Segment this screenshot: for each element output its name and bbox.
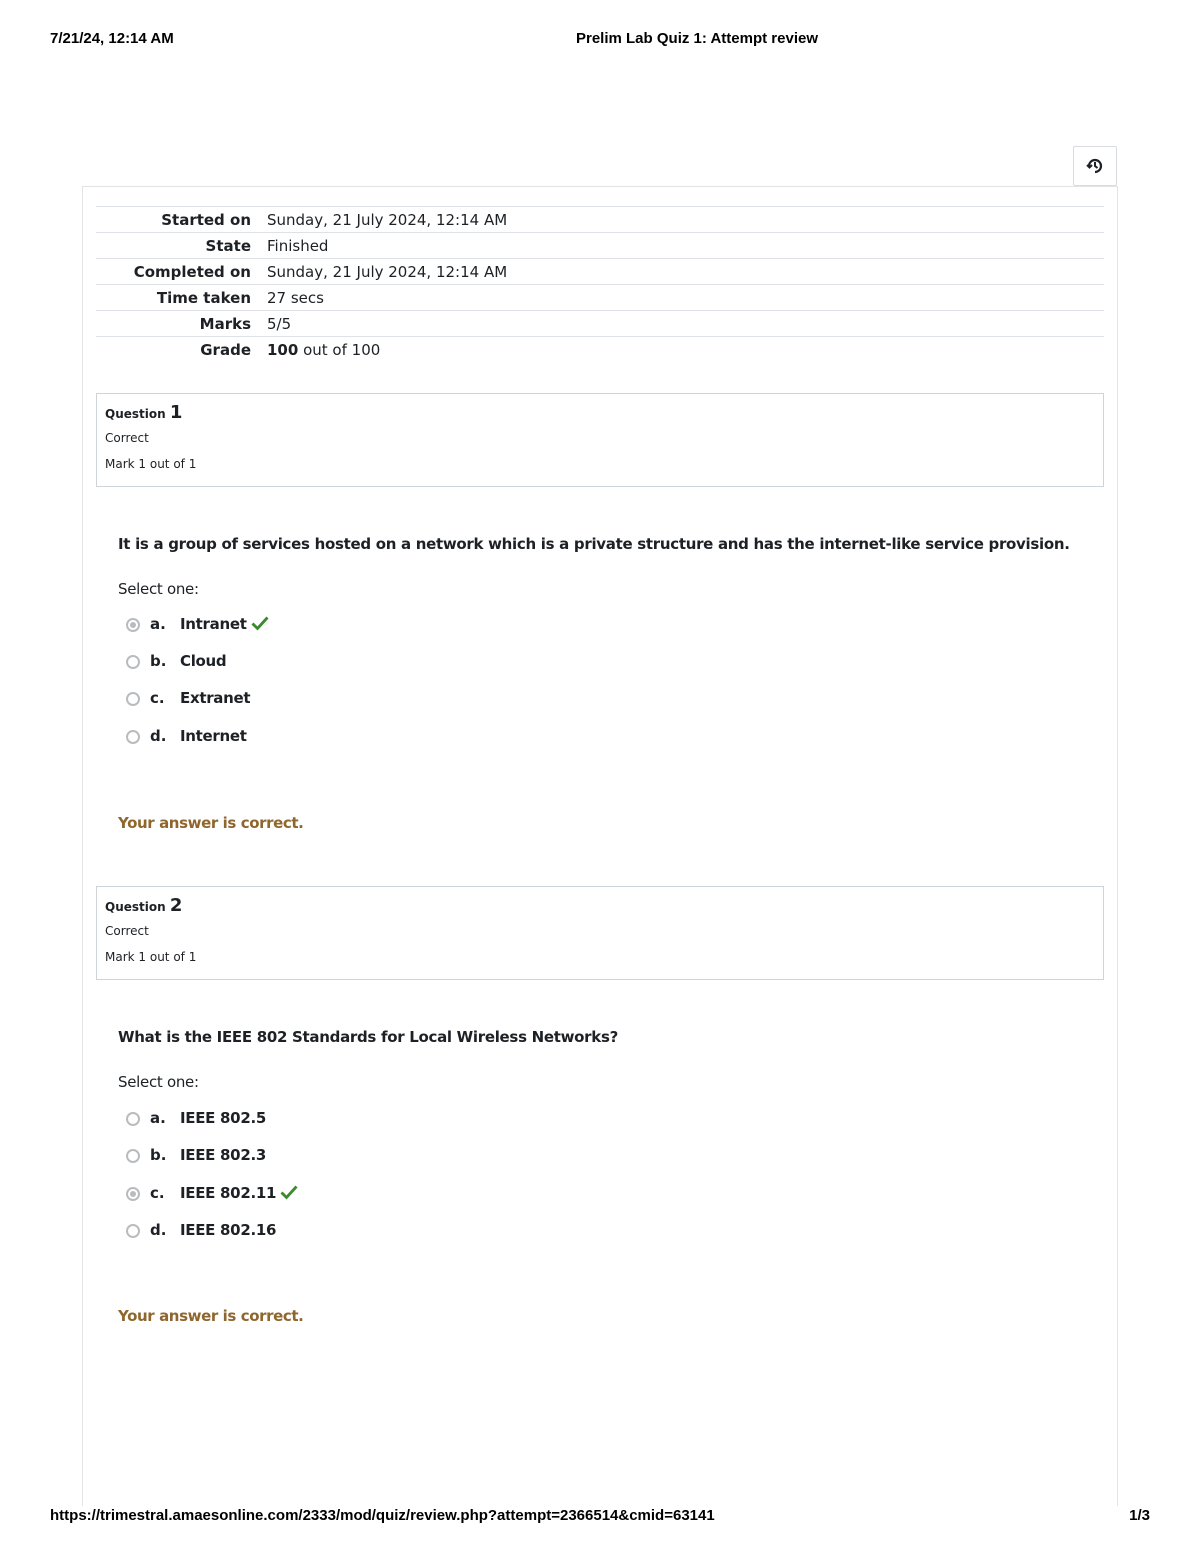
option-letter: d. <box>150 1221 167 1239</box>
question-mark: Mark 1 out of 1 <box>105 457 197 471</box>
question-info-1 <box>96 393 1104 487</box>
summary-row <box>96 233 1104 259</box>
answer-option[interactable] <box>124 1221 524 1245</box>
grade-out-of: out of 100 <box>303 340 381 359</box>
print-footer <box>50 1507 1150 1527</box>
radio-selected[interactable] <box>126 618 140 632</box>
answer-feedback-2: Your answer is correct. <box>118 1307 304 1325</box>
option-letter: d. <box>150 727 167 745</box>
radio-unselected[interactable] <box>126 1224 140 1238</box>
print-header <box>50 30 1150 50</box>
grade-value <box>267 337 1104 363</box>
summary-row-grade <box>96 337 1104 363</box>
answer-option[interactable] <box>124 652 524 676</box>
page-url: https://trimestral.amaesonline.com/2333/mod/quiz/review.php?attempt=2366514&cmid=63141 <box>50 1507 715 1524</box>
attempt-summary-table <box>96 206 1104 363</box>
grade-score: 100 <box>267 340 299 359</box>
radio-unselected[interactable] <box>126 692 140 706</box>
summary-label: Time taken <box>156 288 251 307</box>
question-number: Question 1 <box>105 402 183 423</box>
option-letter: a. <box>150 615 166 633</box>
select-one-prompt: Select one: <box>118 580 199 598</box>
radio-unselected[interactable] <box>126 1112 140 1126</box>
page-count: 1/3 <box>1129 1507 1150 1524</box>
summary-row <box>96 259 1104 285</box>
grade-label: Grade <box>200 340 251 359</box>
option-label: IEEE 802.11 <box>180 1184 298 1202</box>
select-one-prompt: Select one: <box>118 1073 199 1091</box>
question-info-2 <box>96 886 1104 980</box>
summary-row <box>96 207 1104 233</box>
summary-label: State <box>205 236 251 255</box>
question-mark: Mark 1 out of 1 <box>105 950 197 964</box>
option-label: Internet <box>180 727 247 745</box>
summary-value: 27 secs <box>267 288 324 307</box>
option-label: IEEE 802.5 <box>180 1109 266 1127</box>
question-text-2: What is the IEEE 802 Standards for Local Wireless Networks? <box>118 1028 618 1046</box>
history-icon <box>1085 156 1105 176</box>
question-number: Question 2 <box>105 895 183 916</box>
summary-value: Sunday, 21 July 2024, 12:14 AM <box>267 262 508 281</box>
question-state: Correct <box>105 431 149 445</box>
option-label: Extranet <box>180 689 251 707</box>
radio-unselected[interactable] <box>126 1149 140 1163</box>
print-date: 7/21/24, 12:14 AM <box>50 30 174 47</box>
option-letter: a. <box>150 1109 166 1127</box>
option-letter: b. <box>150 1146 167 1164</box>
answer-option[interactable] <box>124 1184 524 1208</box>
radio-unselected[interactable] <box>126 655 140 669</box>
option-label: IEEE 802.16 <box>180 1221 277 1239</box>
print-page-title: Prelim Lab Quiz 1: Attempt review <box>576 30 818 47</box>
option-letter: c. <box>150 1184 165 1202</box>
summary-label: Completed on <box>133 262 251 281</box>
correct-check-icon <box>251 615 269 631</box>
question-text-1: It is a group of services hosted on a network which is a private structure and has the internet-like service provision. <box>118 535 1070 553</box>
answer-option[interactable] <box>124 1146 524 1170</box>
summary-value: Finished <box>267 236 329 255</box>
radio-selected[interactable] <box>126 1187 140 1201</box>
answer-option[interactable] <box>124 689 524 713</box>
correct-check-icon <box>280 1184 298 1200</box>
answer-option[interactable] <box>124 1109 524 1133</box>
answer-option[interactable] <box>124 615 524 639</box>
option-letter: c. <box>150 689 165 707</box>
radio-unselected[interactable] <box>126 730 140 744</box>
summary-row <box>96 311 1104 337</box>
summary-label: Marks <box>199 314 251 333</box>
option-letter: b. <box>150 652 167 670</box>
summary-value: Sunday, 21 July 2024, 12:14 AM <box>267 210 508 229</box>
question-state: Correct <box>105 924 149 938</box>
option-label: Cloud <box>180 652 227 670</box>
summary-value: 5/5 <box>267 314 292 333</box>
answer-feedback-1: Your answer is correct. <box>118 814 304 832</box>
summary-row <box>96 285 1104 311</box>
option-label: IEEE 802.3 <box>180 1146 266 1164</box>
summary-label: Started on <box>161 210 251 229</box>
option-label: Intranet <box>180 615 269 633</box>
answer-option[interactable] <box>124 727 524 751</box>
history-button[interactable] <box>1073 146 1117 186</box>
